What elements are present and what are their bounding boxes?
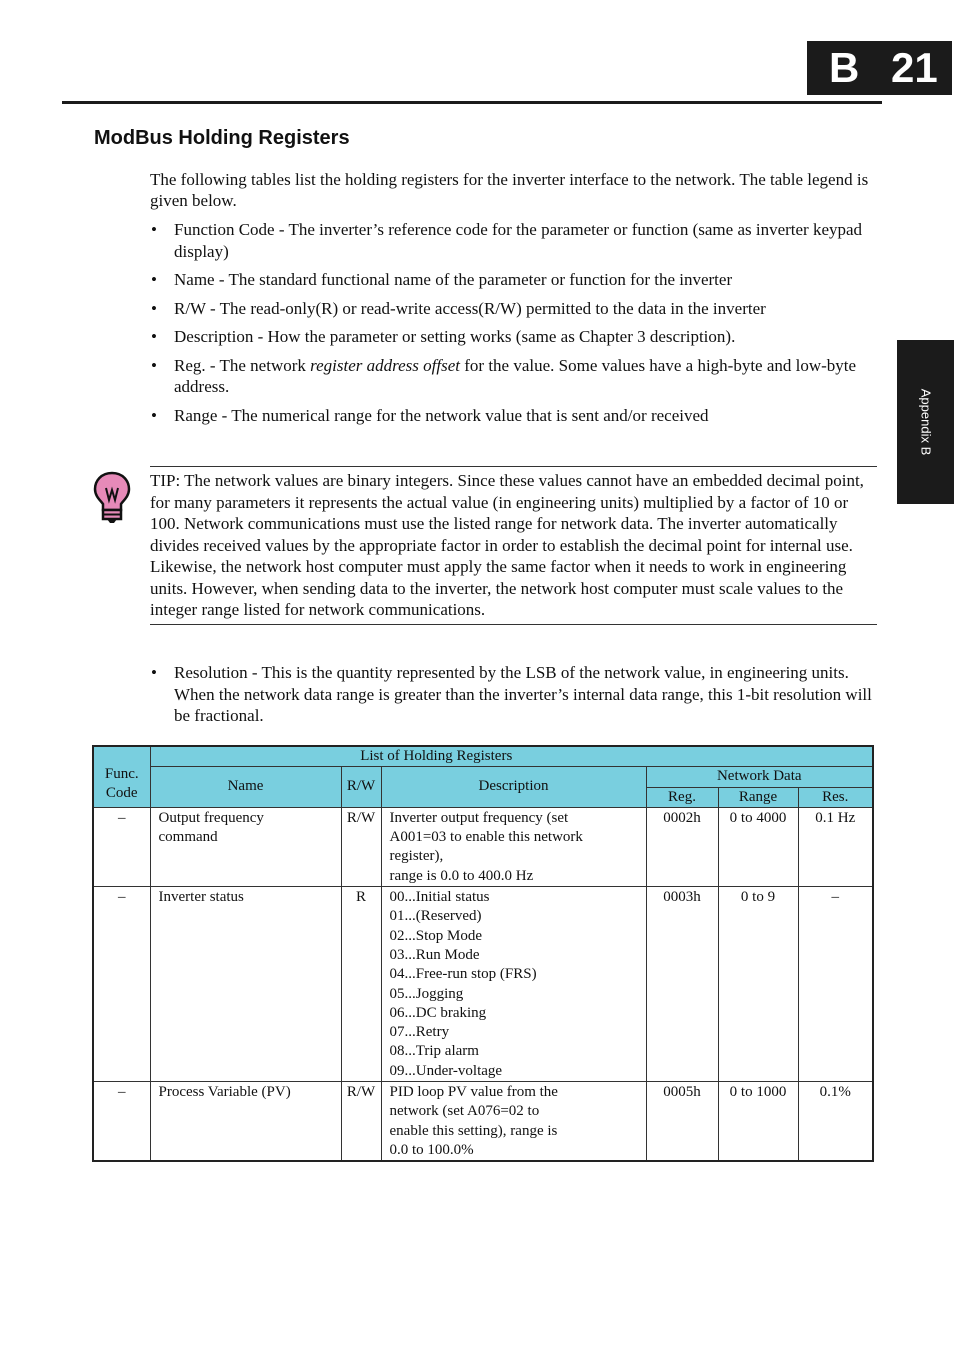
cell-reg: 0002h	[646, 807, 718, 886]
cell-line: PID loop PV value from the	[389, 1084, 558, 1101]
cell-res: 0.1%	[798, 1082, 873, 1162]
side-tab	[897, 340, 954, 504]
section-title: ModBus Holding Registers	[94, 127, 350, 149]
cell-rw: R/W	[341, 1082, 381, 1162]
cell-name	[150, 1082, 341, 1162]
cell-reg: 0005h	[646, 1082, 718, 1162]
holding-registers-table	[92, 745, 874, 1162]
legend-text: The numerical range for the network value that is sent and/or received	[227, 405, 709, 425]
table-caption	[150, 746, 873, 767]
cell-func: –	[93, 1082, 150, 1162]
legend-text: The read-only(R) or read-write access(R/W) permitted to the data in the inverter	[215, 298, 766, 318]
legend-item	[150, 662, 875, 727]
cell-line: Output frequency	[158, 809, 264, 826]
cell-line: 04...Free-run stop (FRS)	[389, 966, 537, 983]
header-reg: Reg.	[646, 787, 718, 807]
cell-rw: R	[341, 887, 381, 1082]
cell-line: 05...Jogging	[389, 985, 464, 1002]
legend-term: Reg. -	[174, 355, 216, 375]
tip-paragraph	[150, 470, 877, 621]
cell-reg: 0003h	[646, 887, 718, 1082]
cell-line: 08...Trip alarm	[389, 1043, 479, 1060]
cell-description	[381, 887, 646, 1082]
header-name: Name	[150, 767, 341, 808]
legend-text: The inverter’s reference code for the parameter or function (same as inverter keypad display)	[174, 220, 863, 261]
legend-list	[150, 219, 875, 433]
legend-item	[150, 355, 875, 398]
header-func-line: Code	[105, 785, 138, 802]
legend-item	[150, 326, 875, 348]
side-tab-label: Appendix B	[918, 388, 933, 456]
cell-line: register),	[389, 848, 444, 865]
cell-line: Process Variable (PV)	[158, 1084, 291, 1101]
header-description: Description	[381, 767, 646, 808]
cell-line: range is 0.0 to 400.0 Hz	[389, 867, 534, 884]
cell-line: 03...Run Mode	[389, 946, 480, 963]
header-network-data: Network Data	[646, 767, 873, 787]
legend-text: The network	[215, 355, 311, 375]
cell-range: 0 to 4000	[718, 807, 798, 886]
cell-res: –	[798, 887, 873, 1082]
page-number-tab	[807, 41, 952, 95]
cell-line: command	[158, 829, 218, 846]
legend-text: The standard functional name of the parameter or function for the inverter	[224, 270, 733, 289]
header-res: Res.	[798, 787, 873, 807]
cell-range: 0 to 9	[718, 887, 798, 1082]
header-range: Range	[718, 787, 798, 807]
cell-name	[150, 887, 341, 1082]
cell-line: 09...Under-voltage	[389, 1062, 503, 1079]
cell-line: Inverter status	[158, 889, 244, 906]
page-number: 21	[891, 44, 938, 91]
legend-text: This is the quantity represented by the LSB of the network value, in engineering units. When the network data range is greater than the inverter’s internal data range, this 1-bit resolution will be fractional.	[174, 663, 872, 725]
tip-label: TIP:	[150, 471, 181, 490]
legend-emphasis: register address offset	[310, 355, 460, 375]
cell-line: network (set A076=02 to	[389, 1103, 540, 1120]
cell-range: 0 to 1000	[718, 1082, 798, 1162]
cell-line: 02...Stop Mode	[389, 927, 483, 944]
cell-rw: R/W	[341, 807, 381, 886]
resolution-list	[150, 662, 875, 734]
cell-line: 01...(Reserved)	[389, 908, 482, 925]
table-caption-text: List of Holding Registers	[360, 748, 513, 764]
table-row	[93, 807, 873, 886]
cell-line: 06...DC braking	[389, 1004, 487, 1021]
legend-item	[150, 219, 875, 262]
cell-line: Inverter output frequency (set	[389, 809, 569, 826]
legend-term: Description -	[174, 327, 264, 346]
legend-text: How the parameter or setting works (same as Chapter 3 description).	[263, 327, 736, 346]
header-rule	[62, 101, 882, 104]
cell-description	[381, 1082, 646, 1162]
cell-func: –	[93, 807, 150, 886]
legend-text-cont: for the value. Some values have a high-byte and low-byte address.	[174, 355, 857, 396]
legend-term: R/W -	[174, 298, 216, 318]
legend-item	[150, 405, 875, 427]
cell-line: enable this setting), range is	[389, 1122, 558, 1139]
cell-description	[381, 807, 646, 886]
cell-name	[150, 807, 341, 886]
cell-line: 00...Initial status	[389, 889, 490, 906]
header-func-line: Func.	[104, 766, 139, 782]
cell-res: 0.1 Hz	[798, 807, 873, 886]
header-func-code	[93, 746, 150, 807]
cell-line: A001=03 to enable this network	[389, 829, 583, 846]
tip-box	[150, 466, 877, 625]
legend-item	[150, 298, 875, 320]
legend-item	[150, 269, 875, 291]
legend-term: Function Code -	[174, 220, 285, 239]
appendix-letter: B	[829, 44, 860, 91]
intro-paragraph: The following tables list the holding registers for the inverter interface to the network. The table legend is given below.	[150, 170, 869, 210]
legend-term: Resolution -	[174, 663, 258, 682]
legend-term: Name -	[174, 270, 225, 289]
cell-func: –	[93, 887, 150, 1082]
cell-line: 07...Retry	[389, 1024, 450, 1041]
tip-text: The network values are binary integers. Since these values cannot have an embedded decimal point, for many parameters it represents the actual value (in engineering units) multiplied by a factor of 10 or 100. Network communications must use the listed range for network data. The inverter automatically divides received values by the appropriate factor in order to establish the decimal point for internal use. Likewise, the network host computer must apply the same factor when it needs to work in engineering units. However, when sending data to the inverter, the network host computer must scale values to the integer range listed for network communications.	[150, 471, 864, 619]
lightbulb-icon	[92, 470, 132, 524]
table-row	[93, 1082, 873, 1162]
cell-line: 0.0 to 100.0%	[389, 1141, 474, 1158]
header-rw: R/W	[341, 767, 381, 808]
legend-term: Range -	[174, 405, 228, 425]
table-row	[93, 887, 873, 1082]
